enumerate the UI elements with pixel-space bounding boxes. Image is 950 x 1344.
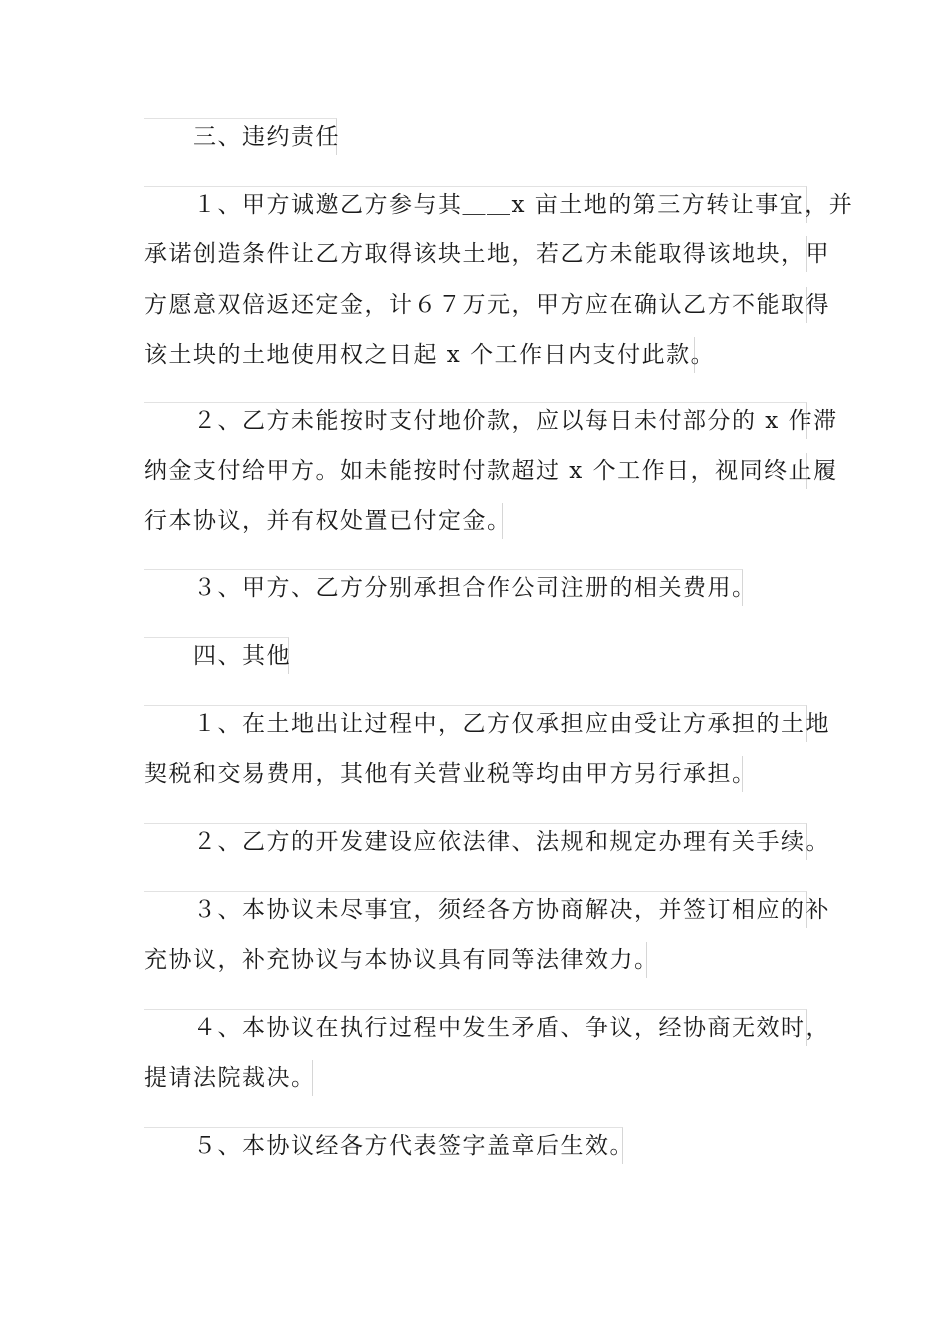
text-line: 充协议，补充协议与本协议具有同等法律效力。 xyxy=(144,942,647,978)
text-line: 契税和交易费用，其他有关营业税等均由甲方另行承担。 xyxy=(144,756,743,792)
text-line: 方愿意双倍返还定金，计６７万元，甲方应在确认乙方不能取得 xyxy=(144,287,807,323)
text-line: １、甲方诚邀乙方参与其＿＿x 亩土地的第三方转让事宜，并 xyxy=(144,186,807,223)
text-line: １、在土地出让过程中，乙方仅承担应由受让方承担的土地 xyxy=(144,705,807,742)
text-line: ２、乙方未能按时支付地价款，应以每日未付部分的 x 作滞 xyxy=(144,402,807,439)
text-line: 提请法院裁决。 xyxy=(144,1060,313,1096)
text-line: ５、本协议经各方代表签字盖章后生效。 xyxy=(144,1127,623,1164)
text-line: 承诺创造条件让乙方取得该块土地，若乙方未能取得该地块，甲 xyxy=(144,236,807,272)
text-line: 纳金支付给甲方。如未能按时付款超过 x 个工作日，视同终止履 xyxy=(144,453,807,489)
text-line: 行本协议，并有权处置已付定金。 xyxy=(144,503,503,539)
text-line: ３、本协议未尽事宜，须经各方协商解决，并签订相应的补 xyxy=(144,891,807,928)
heading-line: 四、其他 xyxy=(144,637,289,674)
text-line: ３、甲方、乙方分别承担合作公司注册的相关费用。 xyxy=(144,569,743,606)
heading-line: 三、违约责任 xyxy=(144,118,337,155)
text-line: ２、乙方的开发建设应依法律、法规和规定办理有关手续。 xyxy=(144,823,807,860)
text-line: ４、本协议在执行过程中发生矛盾、争议，经协商无效时， xyxy=(144,1009,807,1046)
text-line: 该土块的土地使用权之日起 x 个工作日内支付此款。 xyxy=(144,337,695,373)
